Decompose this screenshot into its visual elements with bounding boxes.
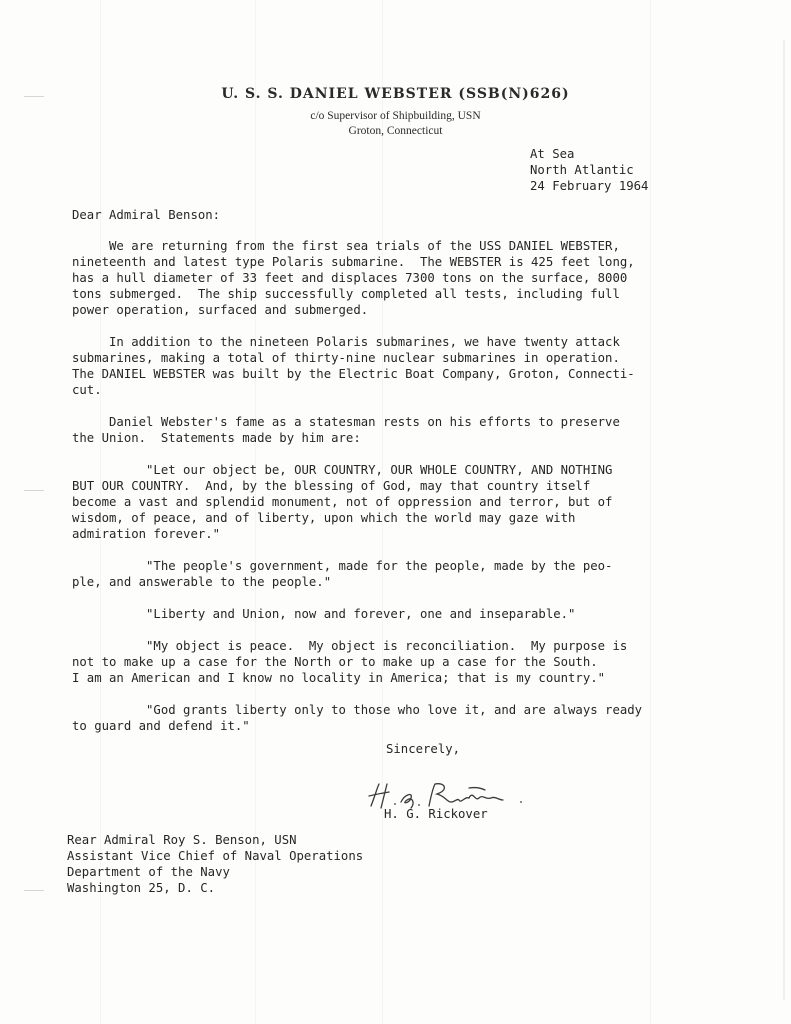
signer-name: H. G. Rickover (384, 807, 488, 821)
letterhead-city-line: Groton, Connecticut (348, 125, 443, 137)
recipient-address: Rear Admiral Roy S. Benson, USN Assistant Vice Chief of Naval Operations Department of the Navy Washington 25, D. C. (67, 833, 364, 895)
page-edge-shadow (783, 40, 785, 1000)
punch-mark (24, 890, 44, 891)
salutation: Dear Admiral Benson: (72, 208, 221, 222)
closing: Sincerely, (386, 742, 461, 756)
punch-mark (24, 490, 44, 491)
letter-body: We are returning from the first sea trials of the USS DANIEL WEBSTER, nineteenth and latest type Polaris submarine. The WEBSTER is 425 feet long, has a hull diameter of 33 feet and displaces 7300 tons on the surface, 8000 tons submerged. The ship successfully completed all tests, including full power operation, surfaced and submerged. In addition to the nineteen Polaris submarines, we have twenty attack submarines, making a total of thirty-nine nuclear submarines in operation. The DANIEL WEBSTER was built by the Electric Boat Company, Groton, Connecti- cut. Daniel Webster's fame as a statesman rests on his efforts to preserve the Union. Statements made by him are: "Let our object be, OUR COUNTRY, OUR WHOLE COUNTRY, AND NOTHING BUT OUR COUNTRY. And, by the blessing of God, may that country itself become a vast and splendid monument, not of oppression and terror, but of wisdom, of peace, and of liberty, upon which the world may gaze with admiration forever." "The people's government, made for the people, made by the peo- ple, and answerable to the people." "Liberty and Union, now and forever, one and inseparable." "My object is peace. My object is reconciliation. My purpose is not to make up a case for the North or to make up a case for the South. I am an American and I know no locality in America; that is my country." "God grants liberty only to those who love it, and are always ready to guard and defend it." (72, 239, 643, 733)
dateline: At Sea North Atlantic 24 February 1964 (530, 147, 649, 193)
letterhead-title: U. S. S. DANIEL WEBSTER (SSB(N)626) (221, 86, 570, 102)
fold-line (650, 0, 651, 1024)
letterhead-address-line: c/o Supervisor of Shipbuilding, USN (310, 110, 481, 122)
